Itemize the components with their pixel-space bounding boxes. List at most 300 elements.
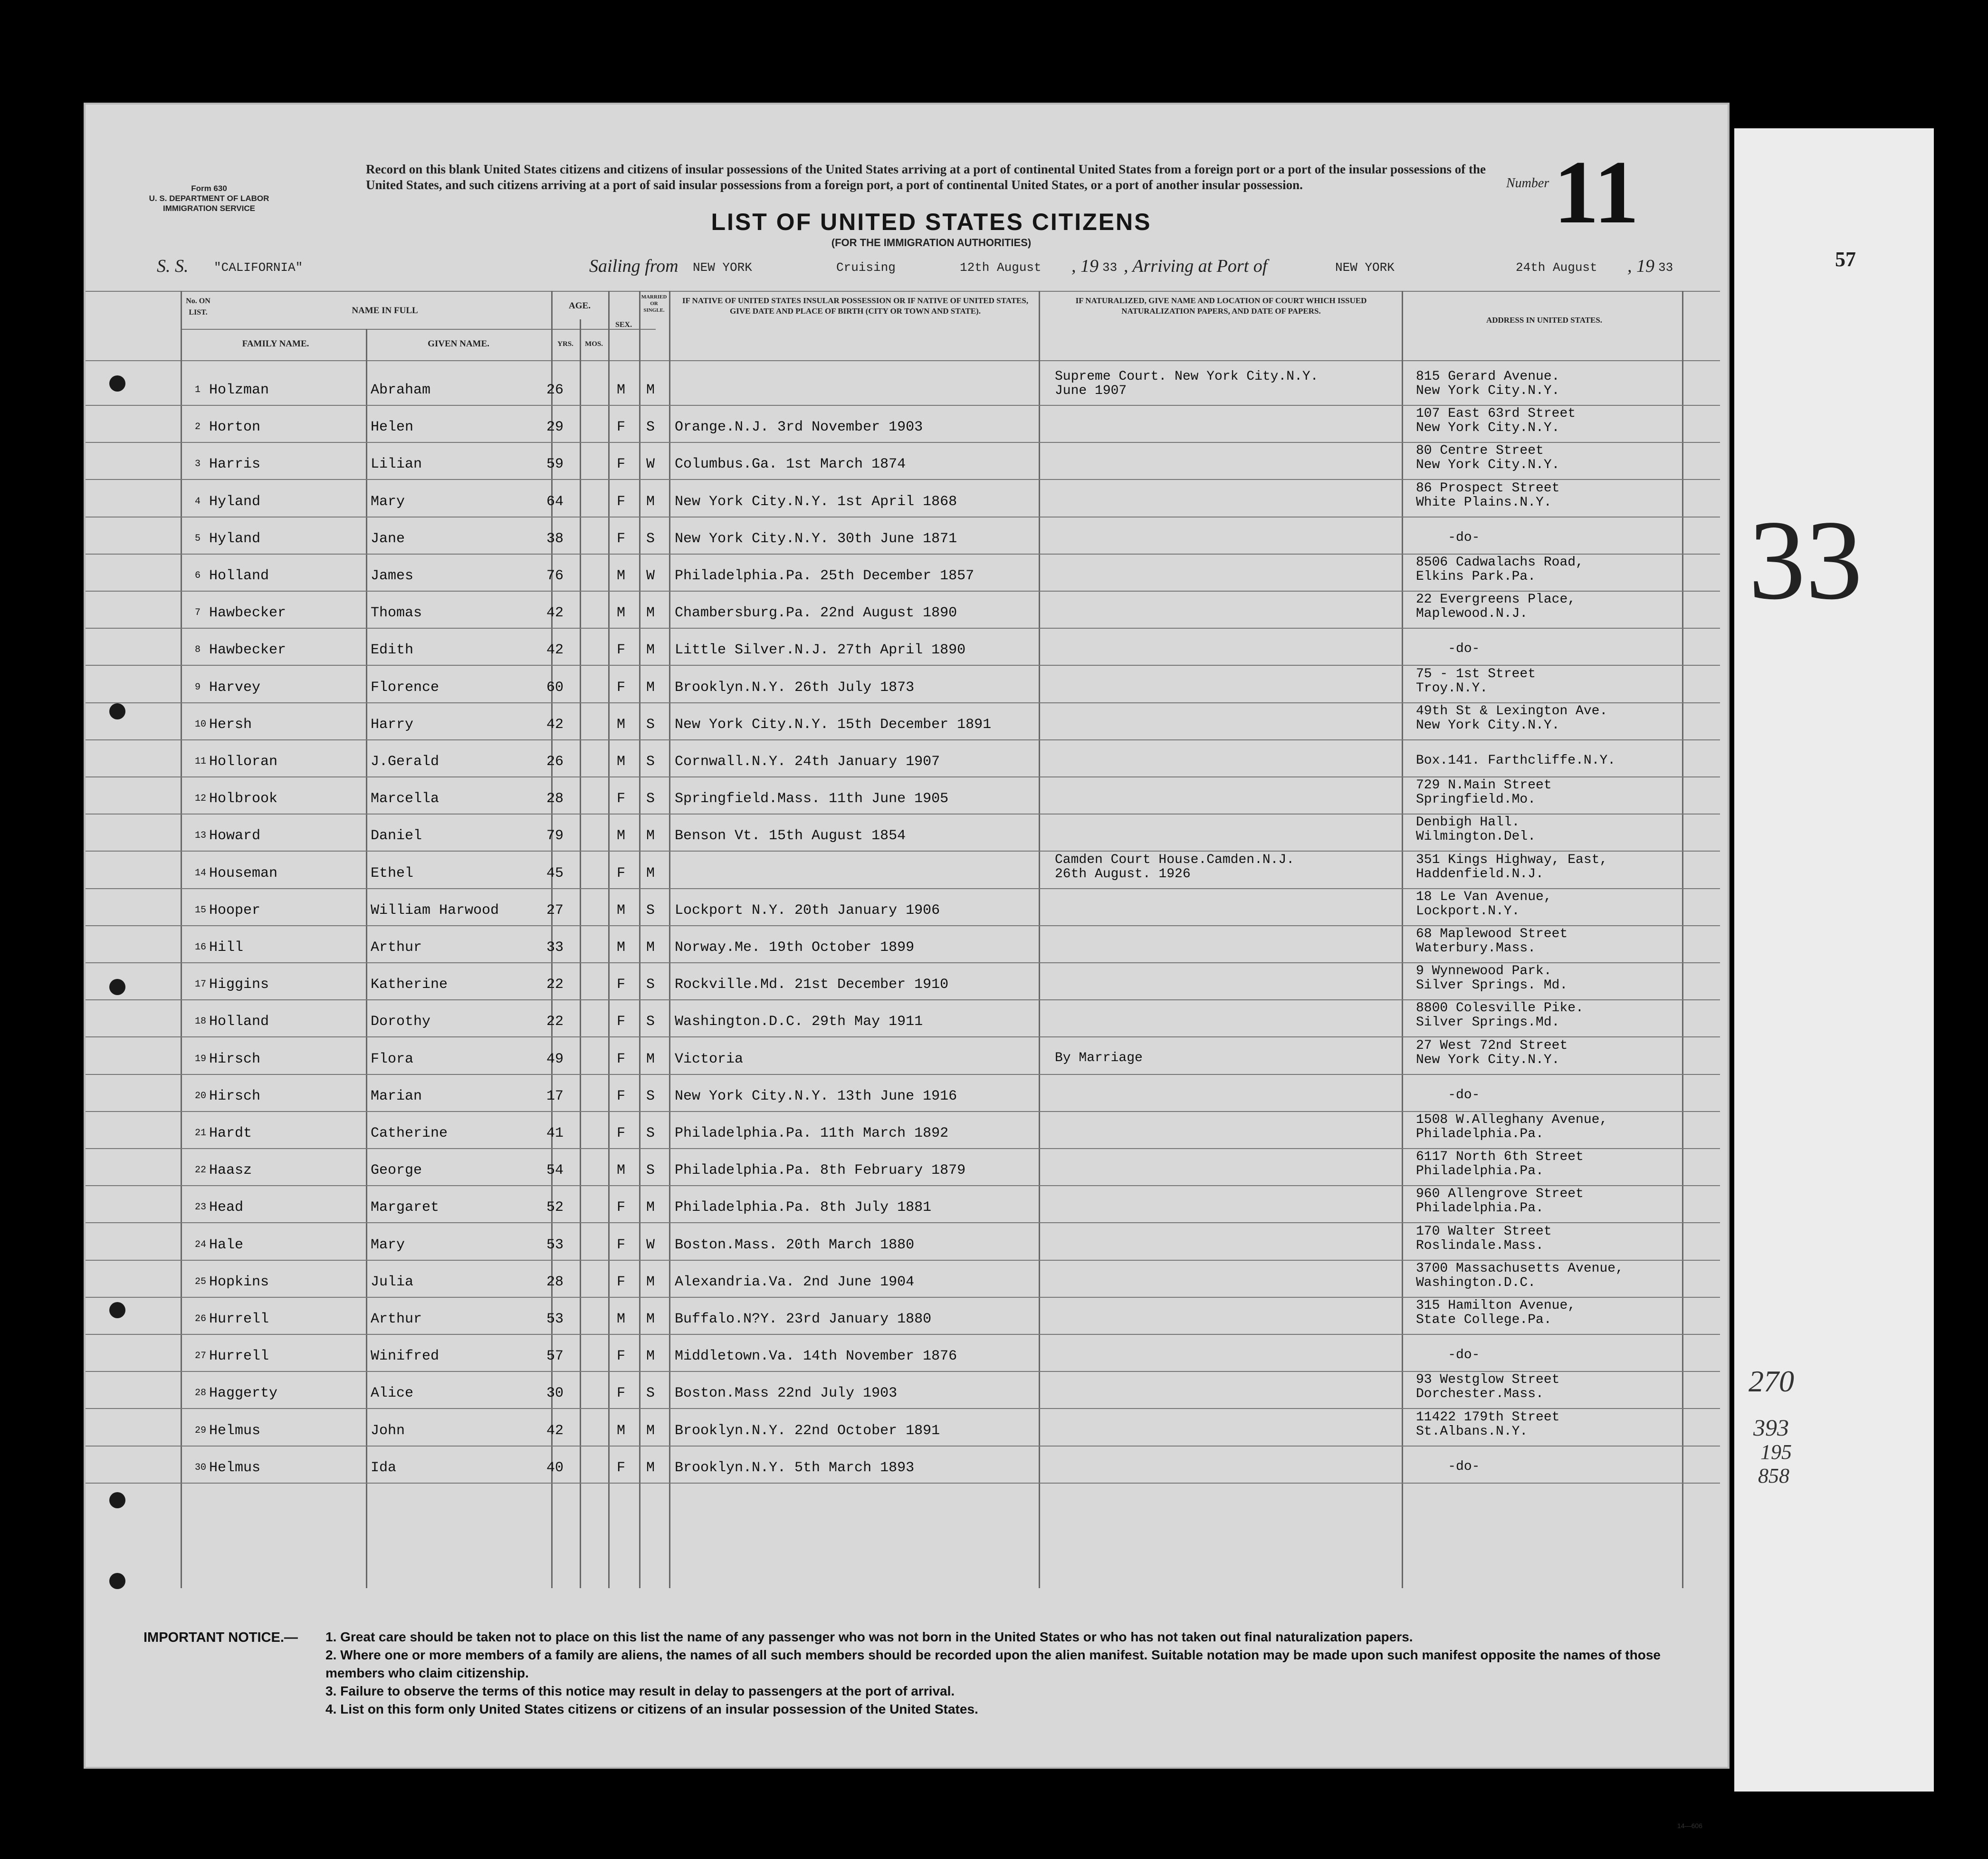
- table-row: [86, 520, 1731, 557]
- marital-status: M: [646, 865, 655, 882]
- family-name: Holland: [209, 1014, 269, 1030]
- marital-status: W: [646, 568, 655, 584]
- sex: M: [617, 902, 626, 919]
- given-name: Katherine: [371, 977, 448, 993]
- sail-date: 12th August: [960, 260, 1042, 275]
- marital-status: S: [646, 754, 655, 770]
- given-name: Flora: [371, 1051, 414, 1067]
- address: 80 Centre Street New York City.N.Y.: [1416, 443, 1560, 473]
- family-name: Hopkins: [209, 1274, 269, 1290]
- family-name: Helmus: [209, 1459, 261, 1476]
- address: -do-: [1416, 1459, 1480, 1474]
- table-row: [86, 1078, 1731, 1115]
- age-years: 42: [546, 605, 564, 622]
- table-row: [86, 1409, 1731, 1449]
- address: 8506 Cadwalachs Road, Elkins Park.Pa.: [1416, 555, 1584, 584]
- cruising: Cruising: [836, 260, 896, 275]
- age-years: 41: [546, 1125, 564, 1141]
- given-name: Arthur: [371, 939, 422, 956]
- row-number: 2: [195, 422, 201, 433]
- family-name: Hurrell: [209, 1311, 269, 1327]
- address: 3700 Massachusetts Avenue, Washington.D.C.: [1416, 1261, 1624, 1290]
- age-years: 79: [546, 828, 564, 844]
- margin-number-33: 33: [1749, 497, 1863, 623]
- table-row: [86, 594, 1731, 632]
- birth-place-date: Buffalo.N?Y. 23rd January 1880: [675, 1311, 932, 1327]
- punch-hole: [109, 1302, 125, 1318]
- address: 22 Evergreens Place, Maplewood.N.J.: [1416, 592, 1576, 622]
- birth-place-date: Chambersburg.Pa. 22nd August 1890: [675, 605, 957, 622]
- sex: M: [617, 382, 626, 398]
- family-name: Hale: [209, 1236, 244, 1253]
- notice-list: [325, 1628, 1703, 1718]
- address: 351 Kings Highway, East, Haddenfield.N.J.: [1416, 852, 1608, 882]
- passenger-table: [86, 291, 1731, 1593]
- given-name: William Harwood: [371, 902, 499, 919]
- arrival-date: 24th August: [1516, 260, 1597, 275]
- age-years: 60: [546, 679, 564, 696]
- family-name: Hersh: [209, 716, 252, 733]
- row-number: 9: [195, 681, 201, 693]
- margin-annotation: 270: [1749, 1364, 1794, 1398]
- year2-prefix: , 19: [1627, 256, 1654, 276]
- marital-status: S: [646, 1162, 655, 1179]
- family-name: Hurrell: [209, 1348, 269, 1365]
- age-years: 33: [546, 939, 564, 956]
- sex: F: [617, 1236, 626, 1253]
- given-name: Alice: [371, 1385, 414, 1402]
- age-years: 42: [546, 642, 564, 659]
- given-name: Margaret: [371, 1199, 440, 1216]
- row-number: 28: [195, 1388, 207, 1399]
- marital-status: S: [646, 1385, 655, 1402]
- age-years: 38: [546, 530, 564, 547]
- notice-item: 3. Failure to observe the terms of this notice may result in delay to passengers at the port of arrival.: [325, 1684, 955, 1698]
- form-id: Form 630 U. S. DEPARTMENT OF LABOR IMMIGRATION SERVICE: [149, 184, 269, 213]
- marital-status: M: [646, 1459, 655, 1476]
- naturalization: Supreme Court. New York City.N.Y. June 1907: [1055, 369, 1319, 398]
- given-name: Florence: [371, 679, 440, 696]
- given-name: Harry: [371, 716, 414, 733]
- sex: F: [617, 1385, 626, 1402]
- address: 107 East 63rd Street New York City.N.Y.: [1416, 406, 1576, 436]
- sex: M: [617, 568, 626, 584]
- birth-place-date: Rockville.Md. 21st December 1910: [675, 977, 949, 993]
- voyage-header: [157, 256, 1706, 284]
- table-row: [86, 1261, 1731, 1301]
- marital-status: S: [646, 791, 655, 807]
- marital-status: M: [646, 1051, 655, 1067]
- notice-item: 4. List on this form only United States citizens or citizens of an insular possession of the United States.: [325, 1702, 978, 1716]
- table-row: [86, 632, 1731, 669]
- address: 729 N.Main Street Springfield.Mo.: [1416, 778, 1552, 807]
- birth-place-date: New York City.N.Y. 13th June 1916: [675, 1088, 957, 1104]
- row-number: 8: [195, 644, 201, 656]
- col-given-name: GIVEN NAME.: [428, 339, 489, 349]
- col-name-in-full: NAME IN FULL: [352, 306, 418, 316]
- intro-text: Record on this blank United States citizens and citizens of insular possessions of the United States arriving at a port of continental United States from a foreign port or a port of the insular possessions of the United States, and such citizens arriving at a port of said insular possessions from a foreign port, a port of continental United States, or a port of another insular possession.: [366, 162, 1486, 192]
- row-number: 17: [195, 979, 207, 990]
- col-no: No. ON LIST.: [186, 297, 210, 316]
- given-name: Edith: [371, 642, 414, 659]
- sex: F: [617, 419, 626, 436]
- row-number: 7: [195, 607, 201, 619]
- margin-annotation: 195: [1760, 1440, 1792, 1464]
- sailing-from: NEW YORK: [693, 260, 752, 275]
- sex: M: [617, 716, 626, 733]
- family-name: Howard: [209, 828, 261, 844]
- marital-status: S: [646, 902, 655, 919]
- table-row: [86, 852, 1731, 892]
- table-row: [86, 1298, 1731, 1338]
- marital-status: M: [646, 1348, 655, 1365]
- marital-status: M: [646, 642, 655, 659]
- age-years: 22: [546, 1014, 564, 1030]
- marital-status: M: [646, 1274, 655, 1290]
- margin-annotation: 858: [1758, 1464, 1789, 1487]
- table-row: [86, 966, 1731, 1003]
- arriving-label: , Arriving at Port of: [1124, 256, 1268, 276]
- birth-place-date: Washington.D.C. 29th May 1911: [675, 1014, 923, 1030]
- col-sex: SEX.: [615, 321, 632, 329]
- marital-status: W: [646, 456, 655, 473]
- marital-status: W: [646, 1236, 655, 1253]
- punch-hole: [109, 375, 125, 392]
- family-name: Haggerty: [209, 1385, 278, 1402]
- given-name: Winifred: [371, 1348, 440, 1365]
- age-years: 59: [546, 456, 564, 473]
- address: 6117 North 6th Street Philadelphia.Pa.: [1416, 1150, 1584, 1179]
- age-years: 17: [546, 1088, 564, 1104]
- manifest-page: [84, 103, 1730, 1830]
- birth-place-date: Philadelphia.Pa. 25th December 1857: [675, 568, 975, 584]
- given-name: Abraham: [371, 382, 431, 398]
- given-name: Helen: [371, 419, 414, 436]
- table-row: [86, 1038, 1731, 1078]
- col-family-name: FAMILY NAME.: [242, 339, 309, 349]
- family-name: Hawbecker: [209, 605, 287, 622]
- age-years: 49: [546, 1051, 564, 1067]
- given-name: Mary: [371, 493, 405, 510]
- birth-place-date: Cornwall.N.Y. 24th January 1907: [675, 754, 940, 770]
- address: 170 Walter Street Roslindale.Mass.: [1416, 1224, 1552, 1253]
- row-number: 14: [195, 867, 207, 879]
- given-name: George: [371, 1162, 422, 1179]
- table-row: [86, 1152, 1731, 1189]
- sex: F: [617, 977, 626, 993]
- row-number: 19: [195, 1053, 207, 1064]
- row-number: 27: [195, 1351, 207, 1362]
- marital-status: M: [646, 382, 655, 398]
- address: 315 Hamilton Avenue, State College.Pa.: [1416, 1298, 1576, 1327]
- arrival-port: NEW YORK: [1335, 260, 1395, 275]
- birth-place-date: Philadelphia.Pa. 11th March 1892: [675, 1125, 949, 1141]
- table-row: [86, 1112, 1731, 1152]
- row-number: 23: [195, 1202, 207, 1213]
- birth-place-date: Boston.Mass. 20th March 1880: [675, 1236, 915, 1253]
- sex: F: [617, 1199, 626, 1216]
- sex: F: [617, 1348, 626, 1365]
- family-name: Holland: [209, 568, 269, 584]
- address: 93 Westglow Street Dorchester.Mass.: [1416, 1372, 1560, 1402]
- family-name: Head: [209, 1199, 244, 1216]
- age-years: 28: [546, 791, 564, 807]
- naturalization: By Marriage: [1055, 1050, 1143, 1065]
- given-name: Julia: [371, 1274, 414, 1290]
- address: 9 Wynnewood Park. Silver Springs. Md.: [1416, 964, 1568, 993]
- family-name: Hawbecker: [209, 642, 287, 659]
- table-row: [86, 889, 1731, 929]
- sex: M: [617, 754, 626, 770]
- sex: M: [617, 605, 626, 622]
- family-name: Harris: [209, 456, 261, 473]
- row-number: 13: [195, 830, 207, 842]
- row-number: 1: [195, 384, 201, 395]
- address: 1508 W.Alleghany Avenue, Philadelphia.Pa.: [1416, 1112, 1608, 1141]
- margin-annotation: 393: [1753, 1414, 1789, 1441]
- col-address: ADDRESS IN UNITED STATES.: [1486, 316, 1603, 325]
- row-number: 29: [195, 1425, 207, 1436]
- page-subtitle: (FOR THE IMMIGRATION AUTHORITIES): [831, 237, 1032, 249]
- age-years: 76: [546, 568, 564, 584]
- birth-place-date: Brooklyn.N.Y. 22nd October 1891: [675, 1422, 940, 1439]
- sex: M: [617, 828, 626, 844]
- table-row: [86, 929, 1731, 966]
- family-name: Higgins: [209, 977, 269, 993]
- marital-status: S: [646, 530, 655, 547]
- address: 11422 179th Street St.Albans.N.Y.: [1416, 1409, 1560, 1439]
- punch-hole: [109, 1492, 125, 1508]
- age-years: 26: [546, 754, 564, 770]
- given-name: Marcella: [371, 791, 440, 807]
- address: -do-: [1416, 1087, 1480, 1102]
- birth-place-date: Orange.N.J. 3rd November 1903: [675, 419, 923, 436]
- col-yrs: YRS.: [557, 340, 573, 348]
- age-years: 52: [546, 1199, 564, 1216]
- row-number: 5: [195, 533, 201, 544]
- sex: F: [617, 1274, 626, 1290]
- row-number: 6: [195, 570, 201, 581]
- col-married: MARRIED OR SINGLE.: [641, 294, 667, 313]
- given-name: Daniel: [371, 828, 422, 844]
- address: 49th St & Lexington Ave. New York City.N.Y.: [1416, 703, 1608, 733]
- sex: F: [617, 493, 626, 510]
- birth-place-date: Little Silver.N.J. 27th April 1890: [675, 642, 966, 659]
- notice-item: 1. Great care should be taken not to place on this list the name of any passenger who was not born in the United States or who has not taken out final naturalization papers.: [325, 1629, 1413, 1644]
- table-row: [86, 703, 1731, 743]
- row-number: 11: [195, 756, 207, 767]
- marital-status: M: [646, 493, 655, 510]
- given-name: Lilian: [371, 456, 422, 473]
- age-years: 28: [546, 1274, 564, 1290]
- family-name: Hooper: [209, 902, 261, 919]
- sex: F: [617, 642, 626, 659]
- address: 75 - 1st Street Troy.N.Y.: [1416, 666, 1536, 696]
- ss-label: S. S.: [157, 256, 189, 276]
- table-row: [86, 1449, 1731, 1486]
- given-name: James: [371, 568, 414, 584]
- family-name: Holloran: [209, 754, 278, 770]
- age-years: 27: [546, 902, 564, 919]
- birth-place-date: Alexandria.Va. 2nd June 1904: [675, 1274, 915, 1290]
- marital-status: S: [646, 1125, 655, 1141]
- sex: F: [617, 1125, 626, 1141]
- family-name: Hyland: [209, 493, 261, 510]
- row-number: 24: [195, 1239, 207, 1250]
- form-code: 14—606: [1677, 1822, 1702, 1830]
- address: -do-: [1416, 642, 1480, 657]
- table-row: [86, 557, 1731, 594]
- birth-place-date: Norway.Me. 19th October 1899: [675, 939, 915, 956]
- sex: F: [617, 456, 626, 473]
- sailing-label: Sailing from: [589, 256, 679, 276]
- table-row: [86, 817, 1731, 854]
- marital-status: M: [646, 1422, 655, 1439]
- given-name: Dorothy: [371, 1014, 431, 1030]
- sex: F: [617, 1014, 626, 1030]
- family-name: Helmus: [209, 1422, 261, 1439]
- table-row: [86, 780, 1731, 817]
- birth-place-date: Columbus.Ga. 1st March 1874: [675, 456, 906, 473]
- table-row: [86, 1338, 1731, 1375]
- row-number: 21: [195, 1128, 207, 1139]
- punch-hole: [109, 979, 125, 995]
- marital-status: S: [646, 716, 655, 733]
- table-row: [86, 1224, 1731, 1264]
- family-name: Holbrook: [209, 791, 278, 807]
- address: 815 Gerard Avenue. New York City.N.Y.: [1416, 369, 1560, 398]
- address: Box.141. Farthcliffe.N.Y.: [1416, 753, 1616, 768]
- given-name: John: [371, 1422, 405, 1439]
- table-row: [86, 406, 1731, 446]
- given-name: Ethel: [371, 865, 414, 882]
- naturalization: Camden Court House.Camden.N.J. 26th August. 1926: [1055, 852, 1295, 882]
- given-name: Jane: [371, 530, 405, 547]
- family-name: Haasz: [209, 1162, 252, 1179]
- ship-name: "CALIFORNIA": [214, 260, 303, 275]
- sex: F: [617, 1459, 626, 1476]
- address: -do-: [1416, 1348, 1480, 1363]
- table-row: [86, 480, 1731, 520]
- birth-place-date: New York City.N.Y. 1st April 1868: [675, 493, 957, 510]
- row-number: 4: [195, 496, 201, 507]
- address: 8800 Colesville Pike. Silver Springs.Md.: [1416, 1001, 1584, 1030]
- row-number: 25: [195, 1276, 207, 1287]
- age-years: 45: [546, 865, 564, 882]
- given-name: Arthur: [371, 1311, 422, 1327]
- family-name: Hirsch: [209, 1088, 261, 1104]
- age-years: 26: [546, 382, 564, 398]
- family-name: Houseman: [209, 865, 278, 882]
- age-years: 40: [546, 1459, 564, 1476]
- family-name: Hirsch: [209, 1051, 261, 1067]
- marital-status: M: [646, 679, 655, 696]
- year2: 33: [1658, 260, 1673, 275]
- age-years: 29: [546, 419, 564, 436]
- sex: F: [617, 530, 626, 547]
- sex: M: [617, 1162, 626, 1179]
- birth-place-date: Middletown.Va. 14th November 1876: [675, 1348, 957, 1365]
- given-name: J.Gerald: [371, 754, 440, 770]
- table-row: [86, 743, 1731, 780]
- age-years: 53: [546, 1236, 564, 1253]
- punch-hole: [109, 703, 125, 719]
- col-naturalized: IF NATURALIZED, GIVE NAME AND LOCATION OF COURT WHICH ISSUED NATURALIZATION PAPERS, AND DATE OF PAPERS.: [1075, 296, 1367, 316]
- address: -do-: [1416, 530, 1480, 545]
- table-row: [86, 443, 1731, 483]
- table-row: [86, 369, 1731, 409]
- sex: M: [617, 939, 626, 956]
- address: 68 Maplewood Street Waterbury.Mass.: [1416, 927, 1568, 956]
- address: 86 Prospect Street White Plains.N.Y.: [1416, 480, 1560, 510]
- col-birth: IF NATIVE OF UNITED STATES INSULAR POSSESSION OR IF NATIVE OF UNITED STATES, GIVE DATE AND PLACE OF BIRTH (CITY OR TOWN AND STATE).: [682, 296, 1029, 316]
- table-row: [86, 1372, 1731, 1412]
- sex: F: [617, 865, 626, 882]
- family-name: Harvey: [209, 679, 261, 696]
- given-name: Mary: [371, 1236, 405, 1253]
- birth-place-date: New York City.N.Y. 30th June 1871: [675, 530, 957, 547]
- margin-number-57: 57: [1835, 248, 1856, 271]
- birth-place-date: Brooklyn.N.Y. 26th July 1873: [675, 679, 915, 696]
- age-years: 53: [546, 1311, 564, 1327]
- age-years: 57: [546, 1348, 564, 1365]
- row-number: 16: [195, 942, 207, 953]
- birth-place-date: Philadelphia.Pa. 8th February 1879: [675, 1162, 966, 1179]
- sex: F: [617, 791, 626, 807]
- birth-place-date: Victoria: [675, 1051, 744, 1067]
- address: 27 West 72nd Street New York City.N.Y.: [1416, 1038, 1568, 1067]
- age-years: 42: [546, 716, 564, 733]
- table-row: [86, 1003, 1731, 1040]
- birth-place-date: Brooklyn.N.Y. 5th March 1893: [675, 1459, 915, 1476]
- col-age: AGE.: [569, 301, 591, 311]
- row-number: 26: [195, 1313, 207, 1324]
- number-value: 11: [1554, 143, 1639, 242]
- address: Denbigh Hall. Wilmington.Del.: [1416, 815, 1536, 844]
- underlying-sheet: [1734, 128, 1934, 1792]
- row-number: 18: [195, 1016, 207, 1027]
- marital-status: M: [646, 605, 655, 622]
- marital-status: M: [646, 1199, 655, 1216]
- family-name: Horton: [209, 419, 261, 436]
- sex: M: [617, 1311, 626, 1327]
- sex: M: [617, 1422, 626, 1439]
- family-name: Hardt: [209, 1125, 252, 1141]
- age-years: 64: [546, 493, 564, 510]
- given-name: Catherine: [371, 1125, 448, 1141]
- row-number: 22: [195, 1165, 207, 1176]
- marital-status: S: [646, 977, 655, 993]
- row-number: 3: [195, 459, 201, 470]
- age-years: 42: [546, 1422, 564, 1439]
- table-row: [86, 666, 1731, 706]
- row-number: 12: [195, 793, 207, 805]
- number-label: Number: [1506, 176, 1549, 191]
- given-name: Marian: [371, 1088, 422, 1104]
- family-name: Hill: [209, 939, 244, 956]
- birth-place-date: Springfield.Mass. 11th June 1905: [675, 791, 949, 807]
- family-name: Hyland: [209, 530, 261, 547]
- row-number: 30: [195, 1462, 207, 1473]
- age-years: 54: [546, 1162, 564, 1179]
- notice-item: 2. Where one or more members of a family are aliens, the names of all such members should be recorded upon the alien manifest. Suitable notation may be made upon such manifest opposite the names of those members who claim citizenship.: [325, 1648, 1661, 1680]
- birth-place-date: Boston.Mass 22nd July 1903: [675, 1385, 898, 1402]
- notice-title: IMPORTANT NOTICE.—: [143, 1630, 298, 1645]
- row-number: 15: [195, 904, 207, 916]
- marital-status: M: [646, 1311, 655, 1327]
- page-title: LIST OF UNITED STATES CITIZENS: [711, 209, 1152, 235]
- row-number: 20: [195, 1090, 207, 1102]
